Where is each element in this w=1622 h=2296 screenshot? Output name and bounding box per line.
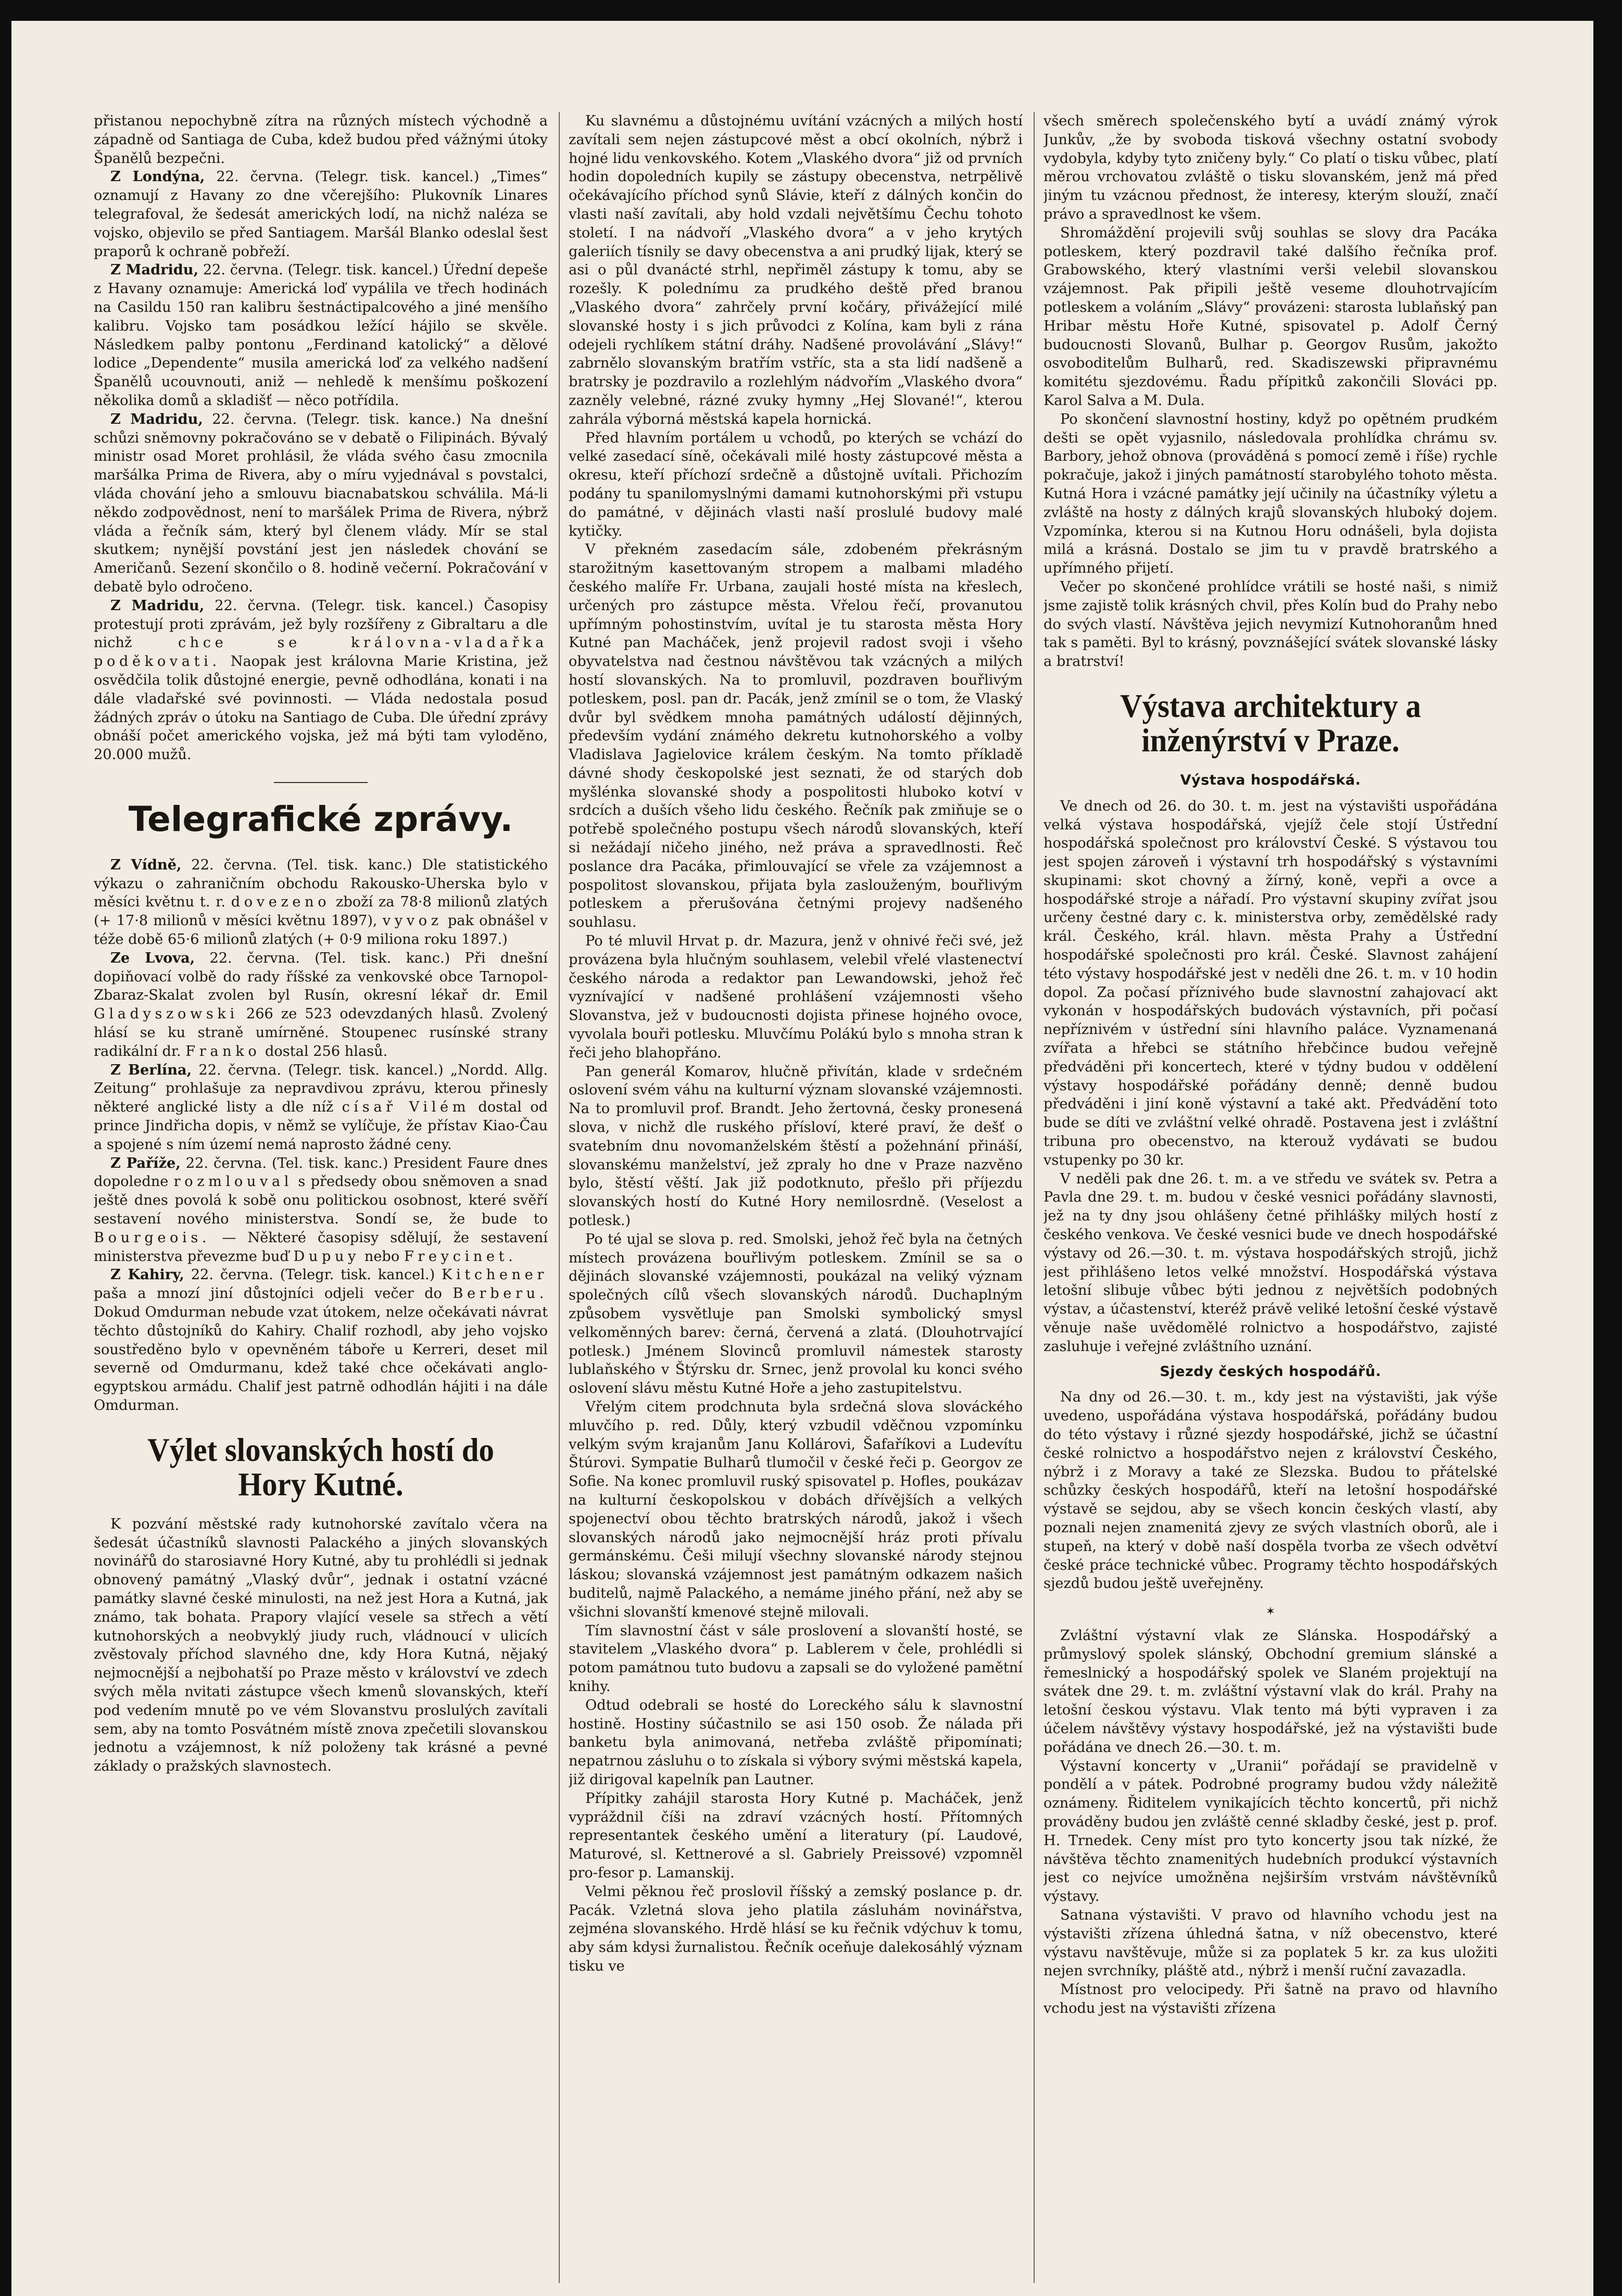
article-paragraph: Ku slavnému a důstojnému uvítání vzácných a milých hostí zavítali sem nejen zástupcové měst a obcí okolních, nýbrž i hojné lidu venkovského. Kotem „Vlaského dvora“ již od prvních hodin dopoledních kupily se zástupy obecenstva, netrpělivě očekávajícího příchod synů Slávie, kteří z dálných končin do vlasti naší zavítali, aby hold vzdali největšímu Čechu tohoto století. I na nádvoří „Vlaského dvora“ a v jeho krytých galeriích tísnily se davy obecenstva a ani prudký lijak, který se asi o půl dvanácté strhl, nepřiměl zástupy k tomu, aby se rozešly. K polednímu za prudkého deště před branou „Vlaského dvora“ zahrčely první kočáry, přivážející milé slovanské hosty i s jich průvodci z Kolína, kam byli z rána odejeli rychlíkem státní dráhy. Nadšené provolávání „Slávy!“ zabrnělo slovanským bratřím vstříc, sta a sta lidí nadšeně a bratrsky je pozdravilo a rozlehlým nádvořím „Vlaského dvora“ zazněly velebné, rázné zvuky hymny „Hej Slované!“, kterou zahrála výborná městská kapela hornická. [569, 113, 1023, 427]
article-paragraph: Po té ujal se slova p. red. Smolski, jehož řeč byla na četných místech provázena bouřlivým potleskem. Zmínil se sa o dějinách slovanské vzájemnosti, poukázal na veliký význam společných cílů všech slovanských národů. Duchaplným způsobem vysvětluje pan Smolski symbolický smysl velkoměnných barev: černá, červená a zlatá. (Dlouhotrvající potlesk.) Jménem Slovinců promluvil námestek starosty lublaňského v Štýrsku dr. Srnec, jenž provolal ku konci svého oslovení slávu městu Kutné Hoře a jeho zastupitelstvu. [569, 1231, 1023, 1397]
column-rule [559, 112, 560, 2283]
telegram-vienna: Z Vídně, 22. června. (Tel. tisk. kanc.) Dle statistického výkazu o zahraničním obchodu Rakousko-Uherska bylo v měsíci květnu t. r. dovezeno zboží za 78·8 milionů zlatých (+ 17·8 milionů v měsíci květnu 1897), vyvoz pak obnášel v téže době 65·6 milionů zlatých (+ 0·9 miliona roku 1897.) [94, 856, 548, 948]
article-vylet-paragraph: K pozvání městské rady kutnohorské zavítalo včera na šedesát účastníků slavnosti Palackého a jiných slovanských novinářů do starosiavné Hory Kutné, aby tu prohlédli si jednak obnovený památný „Vlaský dvůr“, jednak i ostatní vzácné památky slavné české minulosti, na než jest Hora a Kutná, jak známo, tak bohata. Prapory vlající vesele sa střech a větí kutnohorských a neobvyklý jiudy ruch, vládnoucí v ulicích zvěstovaly příchod slavného dne, kdy Hora Kutná, nějaký nejmocnější a nejbohatší po Praze město v království ve zdech svých měla nvitati zástupce všech kmenů slovanských, kteří pod vedením mnutě po ve vém Slovanstvu proslulých zavítali sem, aby na tomto Posvátném místě znova zpečetili slovanskou jednotu a vzájemnost, k níž položeny tak krásné a pevné základy o pražských slavnostech. [94, 1516, 548, 1775]
column-rule [1034, 112, 1035, 2283]
column-1 [94, 112, 548, 2288]
exhibition-paragraph: Výstavní koncerty v „Uranii“ pořádají se pravidelně v pondělí a v pátek. Podrobné programy budou vždy náležitě oznámeny. Řiditelem vynikajících těchto koncertů, při nichž prováděny budou jen zvláště cenné skladby české, jest p. prof. H. Trnedek. Ceny míst pro tyto koncerty jsou tak nízké, že návštěva těchto znamenitých hudebních produkcí výstavních jest co nejvíce umožněna nejširším vrstvám návštěvníků výstavy. [1043, 1758, 1498, 1905]
article-paragraph: Večer po skončené prohlídce vrátili se hosté naši, s nimiž jsme zajistě tolik krásných chvil, přes Kolín bud do Prahy nebo do svých vlastí. Návštěva jejich nevymizí Kutnohoranům hned tak s paměti. Byl to krásný, povznášející svátek slovanské lásky a bratrství! [1043, 578, 1498, 670]
article-paragraph: Po skončení slavnostní hostiny, když po opětném prudkém dešti se opět vyjasnilo, následovala prohlídka chrámu sv. Barbory, jehož obnova (prováděná s pomocí země i říše) rychle pokračuje, jakož i jiných památností starobylého tohoto města. Kutná Hora i vzácné památky její učinily na účastníky výletu a zvláště na hosty z dálných krajů slovanských hluboký dojem. Vzpomínka, kterou si na Kutnou Horu odnášeli, byla dojista milá a krásná. Dostalo se jim tu v pravdě bratrského a upřímného přijetí. [1043, 411, 1498, 577]
article-paragraph: Odtud odebrali se hosté do Loreckého sálu k slavnostní hostině. Hostiny súčastnilo se asi 150 osob. Že nálada při banketu byla animovaná, netřeba zvláště připomínati; nepatrnou zásluhu o to získala si výbory svými městská kapela, již dirigoval kapelník pan Lautner. [569, 1697, 1023, 1788]
asterisk-divider: ✶ [1265, 1605, 1276, 1619]
subheading-sjezdy-hospodářů: Sjezdy českých hospodářů. [1160, 1363, 1381, 1380]
exhibition-paragraph: Ve dnech od 26. do 30. t. m. jest na výstavišti uspořádána velká výstava hospodářská, vjejíž čele stojí Ústřední hospodářská společnost pro království České. S výstavou tou jest spojen zároveň i výstavní trh hospodářský s výstavními skupinami: skot chovný a žírný, koně, vepři a ovce a hospodářské stroje a nářadí. Pro výstavní skupiny zvířat jsou určeny čestné dary c. k. ministerstva orby, zemědělské rady král. Českého, král. hlavn. města Prahy a Ústřední hospodářské společnosti pro král. České. Slavnost zahájení této výstavy hospodářské jest v neděli dne 26. t. m. v 10 hodin dopol. Za počasí příznivého bude slavnostní zahajovací akt vykonán v hospodářských budovách výstavních, při počasí nepříznivém v ústřední síni hlavního paláce. Vyznamenaná zvířata a hřebci se státního hřebčince budou veřejně předváděni při koncertech, které v týdny budou v oddělení výstavy hospodářské pořádány denně; denně budou předváděni i jiní koně výstavní a také akt. Předvádění toto bude se díti ve zvláštní velké ohradě. Postavena jest i zvláštní tribuna pro obecenstvo, na kterouž vydávati se budou vstupenky po 30 kr. [1043, 798, 1498, 1168]
heading-výlet-slovanských-hostí: Výlet slovanských hostí do Hory Kutné. [147, 1431, 494, 1503]
intro-paragraph: přistanou nepochybně zítra na různých místech východně a západně od Santiaga de Cuba, kdež budou před vážnými útoky Španělů bezpečni. [94, 113, 548, 167]
exhibition-paragraph: Zvláštní výstavní vlak ze Slánska. Hospodářský a průmyslový spolek slánský, Obchodní gremium slánské a řemeslnický a hospodářský spolek ve Slaném projektují na svátek dne 29. t. m. zvláštní výstavní vlak do král. Prahy na letošní českou výstavu. Vlak tento má býti vypraven i za účelem návštěvy výstavy hospodářské, jež na výstavišti bude pořádána ve dnech 26.—30. t. m. [1043, 1627, 1498, 1756]
dispatch-madrid-2: Z Madridu, 22. června. (Telegr. tisk. kance.) Na dnešní schůzi sněmovny pokračováno se v debatě o Filipinách. Bývalý ministr osad Moret prohlásil, že vláda svého času zmocnila maršálka Prima de Rivera, aby o míru vyjednával s povstalci, vláda chování jeho a smlouvu biacnabatskou schválila. Má-li někdo zodpovědnost, není to maršálek Prima de Rivera, nýbrž vláda a řečník sám, který byl členem vlády. Mír se stal skutkem; nynější povstání jest jen následek chování se Američanů. Sezení skončilo o 8. hodině večerní. Pokračování v debatě bylo odročeno. [94, 410, 548, 595]
exhibition-paragraph: Místnost pro velocipedy. Při šatně na pravo od hlavního vchodu jest na výstavišti zřízena [1043, 1982, 1498, 2016]
exhibition-paragraph: Na dny od 26.—30. t. m., kdy jest na výstavišti, jak výše uvedeno, uspořádána výstava hospodářská, pořádány budou do této výstavy i různé sjezdy hospodářské, jichž se účastní české rolnictvo a hospodářstvo nejen z království Českého, nýbrž i z Moravy a také ze Slezska. Budou to přátelské schůzky českých hospodářů, kteří na letošní hospodářské výstavě se sejdou, aby se všech koncin českých vlastí, aby poznali nejen znamenitá zjevy ze svých vlastních oborů, ale i stupeň, na který v době naší dospěla tvorba ze všech odvětví české práce technické vůbec. Programy těchto hospodářských sjezdů budou ještě uveřejněny. [1043, 1389, 1498, 1592]
article-paragraph: V překném zasedacím sále, zdobeném překrásným starožitným kasettovaným stropem a malbami mladého českého malíře Fr. Urbana, zaujali hosté místa na křeslech, určených pro zástupce města. Vřelou řečí, provanutou upřímným pohostinstvím, uvítal je tu starosta města Hory Kutné pan Macháček, jenž projevil radost svoji i všeho obyvatelstva nad čestnou návštěvou tak vzácných a milých hostí slovanských. Na to promluvil, pozdraven bouřlivým potleskem, posl. pan dr. Pacák, jenž zmínil se o tom, že Vlaský dvůr byl svědkem mnoha památných událostí dějinných, především vydání známého dekretu kutnohorského a volby Vladislava Jagielovice králem českým. Na tomto příkladě dávné shody českopolské jest seznati, že od starých dob myšlénka slovanské shody a pospolitosti hluboko kotví v srdcích a duších všeho lidu českého. Řečník pak zmiňuje se o potřebě společného postupu všech národů slovanských, kteří si nežádají ničeho jiného, než práva a spravedlnosti. Řeč poslance dra Pacáka, přimlouvající se vřele za vzájemnost a pospolitost slovanskou, přijata byla zaslouženým, bouřlivým potleskem a přerušována četnými projevy nadšeného souhlasu. [569, 541, 1023, 931]
article-paragraph: Pan generál Komarov, hlučně přivítán, klade v srdečném oslovení svém váhu na kulturní význam slovanské vzájemnosti. Na to promluvil prof. Brandt. Jeho žertovná, česky pronesená slova, v nichž dle ruského přísloví, které praví, že dešť o svatebním dnu novomanželském štěstí a požehnání přináší, slovanskému manželství, jež zpraly ho dne v Praze nazvěno bylo, štěstí věští. Jak již podotknuto, přešlo při příjezdu slovanských hostí do Kutné Hory nemilosrdně. (Veselost a potlesk.) [569, 1063, 1023, 1229]
article-paragraph: Velmi pěknou řeč proslovil říšský a zemský poslance p. dr. Pacák. Vzletná slova jeho platila zásluhám novinářstva, zejména slovanského. Hrdě hlásí se ku řečnik vdýchuv k tomu, aby sám kdysi žurnalistou. Řečník oceňuje dalekosáhlý význam tisku ve [569, 1883, 1023, 1974]
dispatch-london: Z Londýna, 22. června. (Telegr. tisk. kancel.) „Times“ oznamují z Havany zo dne včerejšího: Plukovník Linares telegrafoval, že šedesát amerických lodí, na nichž naléza se vojsko, objevilo se před Santiagem. Maršál Blanko odeslal šest praporů k ochraně pobřeží. [94, 168, 548, 260]
heading-telegrafické-zprávy: Telegrafické zprávy. [128, 799, 513, 839]
newspaper-page [94, 112, 1531, 2288]
article-paragraph: Před hlavním portálem u vchodů, po kterých se vchází do velké zasedací síně, očekávali milé hosty zástupcové města a okresu, kteří příchozí srdečně a důstojně uvítali. Přichozím podány tu spanilomyslnými damami kutnohorskými při vstupu do památné, v dějinách vlasti naší proslulé budovy malé kytičky. [569, 430, 1023, 539]
article-paragraph: Vřelým citem prodchnuta byla srdečná slova slováckého mluvčího p. red. Důly, který vzbudil vděčnou vzpomínku velkým svým krajanům Janu Kollárovi, Šafaříkovi a Ludevítu Štúrovi. Sympatie Bulharů tlumočil v české řeči p. Georgov ze Sofie. Na konec promluvil ruský spisovatel p. Hofles, poukázav na kulturní českopolskou v dobách dřívějších a velkých spojenectví obou těchto bratrských národů, jakož i všech slovanských národů jako nejmocnější hráz proti přívalu germánskému. Češi milují všechny slovanské národy stejnou láskou; slovanská vzájemnost jest památným odkazem našich buditelů, najmě Palackého, a nemáme jiného přání, než aby se všichni slovanští kmenové stejně milovali. [569, 1398, 1023, 1620]
article-paragraph: Přípitky zahájil starosta Hory Kutné p. Macháček, jenž vypráždnil číši na zdraví vzácných hostí. Přítomných representantek českého umění a literatury (pí. Laudové, Maturové, sl. Kettnerové a sl. Gabriely Preissové) vzpomněl pro-fesor p. Lamanskij. [569, 1790, 1023, 1881]
article-paragraph: Shromáždění projevili svůj souhlas se slovy dra Pacáka potleskem, který pozdravil také dalšího řečníka prof. Grabowského, který vlastními verši velebil slovanskou vzájemnost. Pak připili ještě veseme dlouhotrvajícím potleskem a voláním „Slávy“ provázeni: starosta lublaňský pan Hribar městu Hoře Kutné, spisovatel p. Adolf Černý budoucnosti Slovanů, Bulhar p. Georgov Rusům, jakožto osvoboditelům Bulharů, red. Skadiszewski připravnému komitétu sjezdovému. Řadu přípitků zakončili Slováci pp. Karol Salva a M. Dula. [1043, 224, 1498, 409]
article-paragraph: Po té mluvil Hrvat p. dr. Mazura, jenž v ohnivé řeči své, jež provázena byla hlučným souhlasem, velebil vřelé vlastenectví českého národa a redaktor pan Lewandowski, jehož řeč vyznívající v nadšené prohlášení vzájemnosti všeho Slovanstva, jež v budoucnosti dojista přinese hojného ovoce, vyvolala bouři potlesku. Mluvčímu Polákú bylo s mnoha stran k řeči jeho blahopřáno. [569, 933, 1023, 1061]
dispatch-madrid-3: Z Madridu, 22. června. (Telegr. tisk. kancel.) Časopisy protestují proti zprávám, jež byly rozšířeny z Gibraltaru a dle nichž chce se královna-vladařka poděkovati. Naopak jest královna Marie Kristina, jež osvědčila tolik důstojné energie, pevně odhodlána, konati i na dále vladařské své povinnosti. — Vláda nedostala posud žádných zpráv o útoku na Santiago de Cuba. Dle úřední zprávy obnáší počet amerického vojska, jež má býti tam vyloděno, 20.000 mužů. [94, 597, 548, 763]
column-2 [569, 112, 1023, 2288]
article-paragraph: Tím slavnostní část v sále proslovení a slovanští hosté, se stavitelem „Vlaského dvora“ p. Lablerem v čele, prohlédli si potom památnou tuto budovu a zapsali se do vyložené pamětní knihy. [569, 1622, 1023, 1695]
telegram-cairo: Z Kahiry, 22. června. (Telegr. tisk. kancel.) Kitchener pašа a mnozí jiní důstojníci odjeli večer do Berberu. Dokud Omdurman nebude vzat útokem, nelze očekávati návrat těchto důstojníků do Kahiry. Chalif rozhodl, aby jeho vojsko soustředěno bylo v opevněném táboře u Kerreri, deset mil severně od Omdurmanu, kdež také chce očekávati anglo-egyptskou armádu. Chalif jest patrně odhodlán hájiti i na dále Omdurman. [94, 1266, 548, 1414]
article-paragraph: všech směrech společenského bytí a uvádí známý výrok Junkův, „že by svoboda tisková všechny ostatní svobody vydobyla, kdyby tyto zničeny byly.“ Co platí o tisku vůbec, platí měrou vrchovatou zvláště o tisku slovanském, jenž má před jiným tu vzácnou přednost, že interesy, kterým slouží, značí právo a spravedlnost ke všem. [1043, 113, 1498, 222]
exhibition-paragraph: V neděli pak dne 26. t. m. a ve středu ve svátek sv. Petra a Pavla dne 29. t. m. budou v české vesnici pořádány slavnosti, jež na ty dny jsou ohlášeny četné přihlášky milých hostí z českého venkova. Ve české vesnici bude ve dnech hospodářské výstavy od 26.—30. t. m. výstava hospodářských strojů, jichž jest přihlášeno letos velké množství. Hospodářská výstava letošní slibuje vůbec býti jednou z největších podobných výstav, a účastenství, kteréž právě veliké letošní české výstavě věnuje naše uvědomělé rolnictvo a hospodářstvo, zajisté zasluhuje i veřejné zvláštního uznání. [1043, 1170, 1498, 1355]
column-3 [1043, 112, 1498, 2288]
telegram-lvov: Ze Lvova, 22. června. (Tel. tisk. kanc.) Při dnešní dopiňovací volbě do rady říšské za venkovské obce Tarnopol-Zbaraz-Skalat zvolen byl Rusín, okresní lékař dr. Emil Gladyszowski 266 ze 523 odevzdaných hlasů. Zvolený hlásí se ku straně umírněné. Stoupenec rusínské strany radikální dr. Franko dostal 256 hlasů. [94, 949, 548, 1059]
telegram-berlin: Z Berlína, 22. června. (Telegr. tisk. kancel.) „Nordd. Allg. Zeitung“ prohlašuje za nepravdivou zprávu, kterou přinesly některé anglické listy a dle níž císař Vilém dostal od prince Jindřicha dopis, v němž se vylíčuje, že přístav Kiao-Čau a spojené s ním území nemá naprosto žádné ceny. [94, 1061, 548, 1153]
exhibition-paragraph: Satnana výstavišti. V pravo od hlavního vchodu jest na výstavišti zřízena úhledná šatna, v níž obecenstvo, které výstavu navštěvuje, může si za poplatek 5 kr. za kus uložiti nejen svrchníky, pláště atd., nýbrž i menší ruční zavazadla. [1043, 1907, 1498, 1979]
heading-výstava-architektury: Výstava architektury a inženýrství v Praze. [1120, 687, 1421, 759]
telegram-paris: Z Paříže, 22. června. (Tel. tisk. kanc.) President Faure dnes dopoledne rozmlouval s předsedy obou sněmoven a snad ještě dnes povolá k sobě onu politickou osobnost, které svěří sestavení nového ministerstva. Sondí se, že bude to Bourgeois. — Některé časopisy sdělují, že sestavení ministerstva převezme buď Dupuy nebo Freycinet. [94, 1154, 548, 1265]
section-divider [274, 782, 368, 783]
dispatch-madrid-1: Z Madridu, 22. června. (Telegr. tisk. kancel.) Úřední depeše z Havany oznamuje: Americká loď vypálila ve třech hodinách na Casildu 150 ran kalibru šestnáctipalcového a jiné menšího kalibru. Vojsko tam posádkou ležící hájilo se skvěle. Následkem palby pontonu „Ferdinand katolický“ a dělové lodice „Dependente“ musila americká loď za velkého nadšení Španělů ucouvnouti, aniž — nehledě k menšímu poškození několika domů a skladišť — něco potřídila. [94, 261, 548, 409]
subheading-výstava-hospodářská: Výstava hospodářská. [1180, 772, 1361, 788]
